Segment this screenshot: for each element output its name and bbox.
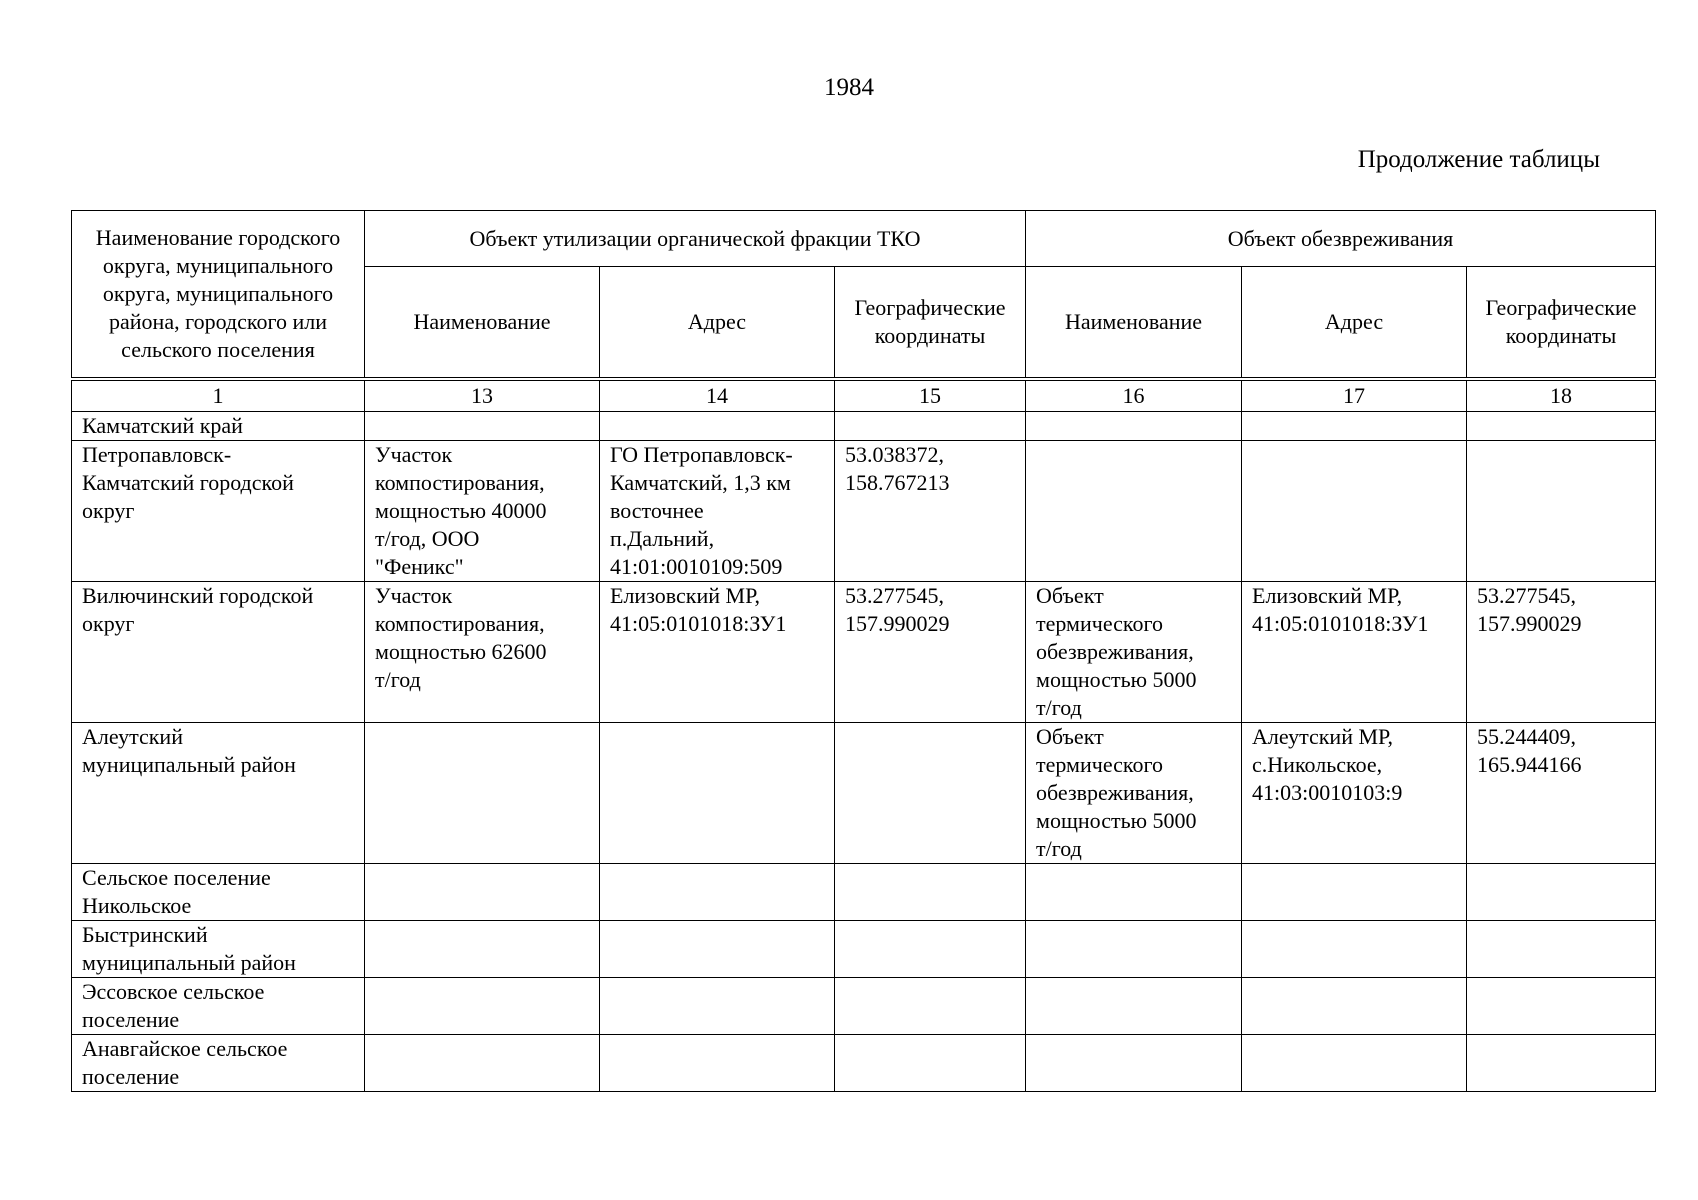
table-cell (835, 722, 1026, 863)
table-cell: Объект термического обезвреживания, мощностью 5000 т/год (1026, 722, 1242, 863)
table-cell: 53.038372, 158.767213 (835, 440, 1026, 581)
table-cell (1242, 863, 1467, 920)
table-cell: Елизовский МР, 41:05:0101018:ЗУ1 (600, 581, 835, 722)
table-cell (1026, 411, 1242, 440)
table-cell (1026, 440, 1242, 581)
table-cell (365, 722, 600, 863)
table-cell (1467, 920, 1656, 977)
table-cell (600, 1034, 835, 1091)
table-cell (1242, 1034, 1467, 1091)
table-row (72, 440, 1656, 581)
header-coords-neutralization: Географические координаты (1467, 267, 1656, 379)
table-cell (835, 411, 1026, 440)
table-cell: 53.277545, 157.990029 (1467, 581, 1656, 722)
table-cell: Сельское поселение Никольское (72, 863, 365, 920)
table-cell (1026, 920, 1242, 977)
table-cell (365, 411, 600, 440)
table-cell (1026, 863, 1242, 920)
table-cell (365, 920, 600, 977)
table-cell (1026, 977, 1242, 1034)
table-cell: 55.244409, 165.944166 (1467, 722, 1656, 863)
table-cell (835, 863, 1026, 920)
table-row (72, 722, 1656, 863)
table-cell: 53.277545, 157.990029 (835, 581, 1026, 722)
table-row (72, 411, 1656, 440)
table-cell (835, 1034, 1026, 1091)
table-cell: Участок компостирования, мощностью 62600 т/год (365, 581, 600, 722)
table-cell (835, 977, 1026, 1034)
table-cell (600, 977, 835, 1034)
table-cell: Камчатский край (72, 411, 365, 440)
table-cell (365, 1034, 600, 1091)
table-row (72, 977, 1656, 1034)
table-cell (1467, 863, 1656, 920)
table-row (72, 920, 1656, 977)
table-cell: Алеутский МР, с.Никольское, 41:03:0010103:9 (1242, 722, 1467, 863)
table-cell (600, 920, 835, 977)
table-cell (1467, 977, 1656, 1034)
table-row (72, 581, 1656, 722)
table-cell: Алеутский муниципальный район (72, 722, 365, 863)
table-cell: Елизовский МР, 41:05:0101018:ЗУ1 (1242, 581, 1467, 722)
table-cell (1467, 411, 1656, 440)
table-cell: Участок компостирования, мощностью 40000 т/год, ООО "Феникс" (365, 440, 600, 581)
column-number: 15 (835, 379, 1026, 412)
table-cell (835, 920, 1026, 977)
table-cell (1242, 411, 1467, 440)
facilities-table (71, 210, 1656, 1092)
header-organic-utilization-group: Объект утилизации органической фракции ТКО (365, 211, 1026, 267)
header-address-neutralization: Адрес (1242, 267, 1467, 379)
column-number: 13 (365, 379, 600, 412)
column-number: 18 (1467, 379, 1656, 412)
column-number: 1 (72, 379, 365, 412)
table-cell (365, 977, 600, 1034)
table-cell: Объект термического обезвреживания, мощностью 5000 т/год (1026, 581, 1242, 722)
table-cell (1242, 977, 1467, 1034)
header-name-neutralization: Наименование (1026, 267, 1242, 379)
header-municipality: Наименование городского округа, муниципального округа, муниципального района, городского или сельского поселения (72, 211, 365, 379)
table-cell: Анавгайское сельское поселение (72, 1034, 365, 1091)
page-number: 1984 (824, 74, 874, 101)
table-cell: ГО Петропавловск- Камчатский, 1,3 км восточнее п.Дальний, 41:01:0010109:509 (600, 440, 835, 581)
table-continuation-label: Продолжение таблицы (1357, 146, 1600, 173)
column-number: 17 (1242, 379, 1467, 412)
column-number: 14 (600, 379, 835, 412)
table-cell: Вилючинский городской округ (72, 581, 365, 722)
table-row (72, 863, 1656, 920)
column-number: 16 (1026, 379, 1242, 412)
table-cell (1242, 440, 1467, 581)
header-name-utilization: Наименование (365, 267, 600, 379)
table-cell (1242, 920, 1467, 977)
table-cell (600, 722, 835, 863)
table-cell (1467, 440, 1656, 581)
header-coords-utilization: Географические координаты (835, 267, 1026, 379)
table-cell (600, 411, 835, 440)
column-number-row (72, 379, 1656, 412)
table-cell (365, 863, 600, 920)
header-neutralization-group: Объект обезвреживания (1026, 211, 1656, 267)
table-cell: Быстринский муниципальный район (72, 920, 365, 977)
table-cell (1467, 1034, 1656, 1091)
table-cell: Петропавловск- Камчатский городской округ (72, 440, 365, 581)
header-address-utilization: Адрес (600, 267, 835, 379)
table-cell (1026, 1034, 1242, 1091)
table-cell: Эссовское сельское поселение (72, 977, 365, 1034)
table-row (72, 1034, 1656, 1091)
table-cell (600, 863, 835, 920)
